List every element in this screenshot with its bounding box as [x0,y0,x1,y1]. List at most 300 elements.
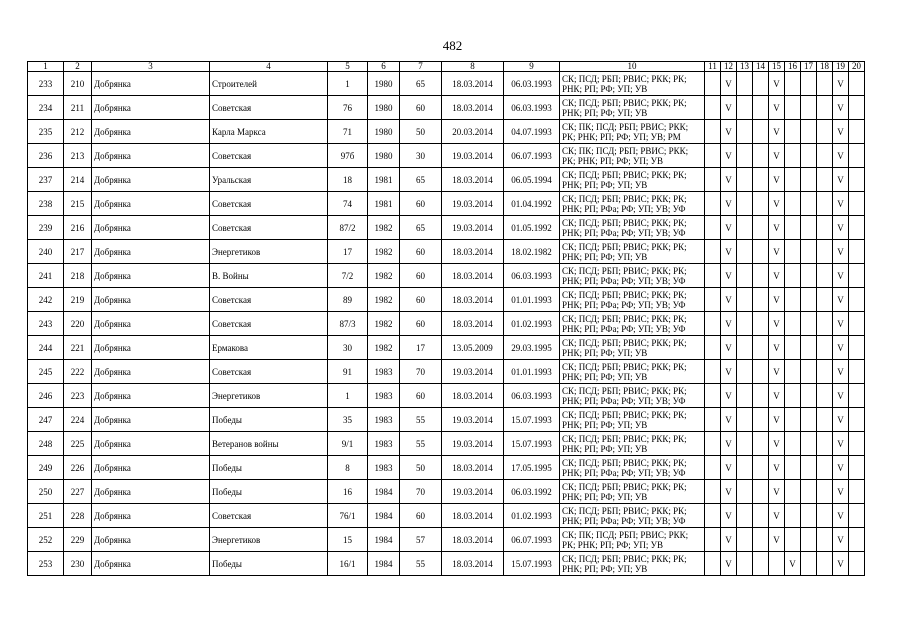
percent-cell: 50 [400,456,442,480]
row-number: 246 [28,384,64,408]
sub-number: 212 [64,120,92,144]
date-privatization-cell: 01.01.1993 [504,360,560,384]
mark-cell-col16 [785,360,801,384]
row-number: 235 [28,120,64,144]
mark-cell-col14 [753,312,769,336]
city-cell: Добрянка [92,144,210,168]
codes-cell: СК; ПСД; РБП; РВИС; РКК; РК; РНК; РП; РФа; РФ; УП; УВ; УФ [560,288,705,312]
year-cell: 1980 [368,144,400,168]
mark-cell-col13 [737,360,753,384]
mark-cell-col14 [753,360,769,384]
codes-cell: СК; ПСД; РБП; РВИС; РКК; РК; РНК; РП; РФа; РФ; УП; УВ; УФ [560,216,705,240]
sub-number: 230 [64,552,92,576]
table-row [28,288,865,312]
mark-cell-col19: V [833,72,849,96]
codes-cell: СК; ПСД; РБП; РВИС; РКК; РК; РНК; РП; РФ; УП; УВ [560,432,705,456]
mark-cell-col12: V [721,96,737,120]
mark-cell-col14 [753,432,769,456]
row-number: 239 [28,216,64,240]
table-header [28,62,865,72]
sub-number: 228 [64,504,92,528]
mark-cell-col15: V [769,336,785,360]
column-header-20: 20 [849,62,865,72]
mark-cell-col15: V [769,384,785,408]
column-header-7: 7 [400,62,442,72]
mark-cell-col16 [785,264,801,288]
street-cell: Советская [210,312,328,336]
year-cell: 1982 [368,240,400,264]
date-privatization-cell: 06.03.1993 [504,72,560,96]
date-survey-cell: 13.05.2009 [442,336,504,360]
mark-cell-col12: V [721,456,737,480]
mark-cell-col15: V [769,480,785,504]
mark-cell-col12: V [721,72,737,96]
mark-cell-col12: V [721,240,737,264]
mark-cell-col11 [705,192,721,216]
mark-cell-col16 [785,384,801,408]
city-cell: Добрянка [92,408,210,432]
row-number: 250 [28,480,64,504]
mark-cell-col11 [705,384,721,408]
mark-cell-col13 [737,456,753,480]
mark-cell-col14 [753,144,769,168]
table-row [28,528,865,552]
column-header-17: 17 [801,62,817,72]
street-cell: Советская [210,144,328,168]
date-survey-cell: 19.03.2014 [442,192,504,216]
mark-cell-col13 [737,96,753,120]
city-cell: Добрянка [92,480,210,504]
mark-cell-col20 [849,480,865,504]
sub-number: 220 [64,312,92,336]
year-cell: 1983 [368,408,400,432]
house-cell: 87/2 [328,216,368,240]
row-number: 249 [28,456,64,480]
row-number: 253 [28,552,64,576]
column-header-12: 12 [721,62,737,72]
row-number: 243 [28,312,64,336]
mark-cell-col15: V [769,240,785,264]
street-cell: Советская [210,288,328,312]
mark-cell-col17 [801,432,817,456]
percent-cell: 60 [400,288,442,312]
mark-cell-col20 [849,408,865,432]
mark-cell-col18 [817,528,833,552]
house-cell: 15 [328,528,368,552]
column-header-4: 4 [210,62,328,72]
date-survey-cell: 18.03.2014 [442,264,504,288]
mark-cell-col11 [705,456,721,480]
year-cell: 1983 [368,360,400,384]
percent-cell: 30 [400,144,442,168]
date-survey-cell: 19.03.2014 [442,360,504,384]
percent-cell: 65 [400,168,442,192]
street-cell: Уральская [210,168,328,192]
codes-cell: СК; ПСД; РБП; РВИС; РКК; РК; РНК; РП; РФ; УП; УВ [560,408,705,432]
codes-cell: СК; ПК; ПСД; РБП; РВИС; РКК; РК; РНК; РП; РФ; УП; УВ; РМ [560,120,705,144]
mark-cell-col12: V [721,144,737,168]
mark-cell-col17 [801,240,817,264]
mark-cell-col11 [705,96,721,120]
mark-cell-col16 [785,432,801,456]
column-header-18: 18 [817,62,833,72]
percent-cell: 55 [400,432,442,456]
mark-cell-col19: V [833,528,849,552]
table-row [28,72,865,96]
house-cell: 17 [328,240,368,264]
mark-cell-col18 [817,144,833,168]
house-cell: 16 [328,480,368,504]
table-row [28,144,865,168]
year-cell: 1983 [368,432,400,456]
street-cell: Победы [210,456,328,480]
mark-cell-col18 [817,384,833,408]
year-cell: 1980 [368,96,400,120]
mark-cell-col17 [801,168,817,192]
mark-cell-col14 [753,528,769,552]
mark-cell-col15: V [769,264,785,288]
percent-cell: 60 [400,96,442,120]
mark-cell-col15: V [769,528,785,552]
street-cell: Карла Маркса [210,120,328,144]
date-privatization-cell: 01.02.1993 [504,504,560,528]
street-cell: Советская [210,360,328,384]
date-survey-cell: 20.03.2014 [442,120,504,144]
mark-cell-col12: V [721,384,737,408]
date-survey-cell: 18.03.2014 [442,288,504,312]
date-privatization-cell: 04.07.1993 [504,120,560,144]
mark-cell-col12: V [721,264,737,288]
mark-cell-col19: V [833,120,849,144]
mark-cell-col18 [817,408,833,432]
mark-cell-col13 [737,216,753,240]
sub-number: 210 [64,72,92,96]
house-cell: 87/3 [328,312,368,336]
date-privatization-cell: 15.07.1993 [504,432,560,456]
mark-cell-col11 [705,216,721,240]
mark-cell-col14 [753,408,769,432]
mark-cell-col12: V [721,528,737,552]
mark-cell-col18 [817,96,833,120]
city-cell: Добрянка [92,336,210,360]
date-privatization-cell: 01.05.1992 [504,216,560,240]
mark-cell-col15: V [769,192,785,216]
percent-cell: 60 [400,504,442,528]
date-privatization-cell: 01.01.1993 [504,288,560,312]
row-number: 245 [28,360,64,384]
mark-cell-col13 [737,312,753,336]
house-cell: 35 [328,408,368,432]
date-privatization-cell: 06.07.1993 [504,144,560,168]
date-survey-cell: 19.03.2014 [442,216,504,240]
year-cell: 1983 [368,456,400,480]
house-cell: 97б [328,144,368,168]
mark-cell-col16 [785,336,801,360]
table-row [28,480,865,504]
mark-cell-col18 [817,72,833,96]
house-cell: 7/2 [328,264,368,288]
row-number: 247 [28,408,64,432]
mark-cell-col16 [785,144,801,168]
codes-cell: СК; ПК; ПСД; РБП; РВИС; РКК; РК; РНК; РП; РФ; УП; УВ [560,528,705,552]
sub-number: 229 [64,528,92,552]
column-header-6: 6 [368,62,400,72]
mark-cell-col11 [705,432,721,456]
mark-cell-col17 [801,144,817,168]
street-cell: Строителей [210,72,328,96]
mark-cell-col11 [705,120,721,144]
mark-cell-col19: V [833,144,849,168]
row-number: 242 [28,288,64,312]
mark-cell-col11 [705,480,721,504]
mark-cell-col12: V [721,432,737,456]
street-cell: Победы [210,408,328,432]
mark-cell-col13 [737,384,753,408]
mark-cell-col15 [769,552,785,576]
codes-cell: СК; ПК; ПСД; РБП; РВИС; РКК; РК; РНК; РП; РФ; УП; УВ [560,144,705,168]
codes-cell: СК; ПСД; РБП; РВИС; РКК; РК; РНК; РП; РФ; УП; УВ [560,168,705,192]
percent-cell: 60 [400,312,442,336]
mark-cell-col18 [817,456,833,480]
mark-cell-col14 [753,168,769,192]
mark-cell-col19: V [833,312,849,336]
date-privatization-cell: 06.07.1993 [504,528,560,552]
mark-cell-col14 [753,264,769,288]
city-cell: Добрянка [92,240,210,264]
mark-cell-col17 [801,336,817,360]
table-row [28,408,865,432]
percent-cell: 57 [400,528,442,552]
mark-cell-col19: V [833,192,849,216]
city-cell: Добрянка [92,192,210,216]
city-cell: Добрянка [92,528,210,552]
codes-cell: СК; ПСД; РБП; РВИС; РКК; РК; РНК; РП; РФа; РФ; УП; УВ; УФ [560,504,705,528]
mark-cell-col12: V [721,216,737,240]
mark-cell-col20 [849,120,865,144]
mark-cell-col20 [849,168,865,192]
mark-cell-col19: V [833,360,849,384]
mark-cell-col12: V [721,168,737,192]
mark-cell-col15: V [769,168,785,192]
date-survey-cell: 19.03.2014 [442,432,504,456]
table-row [28,312,865,336]
mark-cell-col11 [705,168,721,192]
sub-number: 219 [64,288,92,312]
table-row [28,120,865,144]
table-body [28,72,865,576]
date-survey-cell: 18.03.2014 [442,312,504,336]
date-survey-cell: 19.03.2014 [442,408,504,432]
date-survey-cell: 18.03.2014 [442,72,504,96]
table-row [28,432,865,456]
mark-cell-col14 [753,552,769,576]
mark-cell-col13 [737,432,753,456]
mark-cell-col19: V [833,456,849,480]
mark-cell-col16 [785,168,801,192]
sub-number: 211 [64,96,92,120]
mark-cell-col20 [849,264,865,288]
table-row [28,456,865,480]
table-row [28,552,865,576]
mark-cell-col13 [737,504,753,528]
codes-cell: СК; ПСД; РБП; РВИС; РКК; РК; РНК; РП; РФ; УП; УВ [560,480,705,504]
mark-cell-col14 [753,504,769,528]
mark-cell-col19: V [833,288,849,312]
mark-cell-col13 [737,168,753,192]
sub-number: 224 [64,408,92,432]
table-row [28,216,865,240]
mark-cell-col15: V [769,360,785,384]
mark-cell-col18 [817,552,833,576]
percent-cell: 60 [400,264,442,288]
row-number: 241 [28,264,64,288]
mark-cell-col15: V [769,96,785,120]
mark-cell-col19: V [833,264,849,288]
date-privatization-cell: 01.04.1992 [504,192,560,216]
mark-cell-col16 [785,72,801,96]
percent-cell: 60 [400,240,442,264]
mark-cell-col12: V [721,120,737,144]
house-cell: 1 [328,384,368,408]
mark-cell-col19: V [833,480,849,504]
mark-cell-col15: V [769,456,785,480]
mark-cell-col20 [849,192,865,216]
mark-cell-col11 [705,504,721,528]
column-header-13: 13 [737,62,753,72]
date-privatization-cell: 06.03.1992 [504,480,560,504]
percent-cell: 70 [400,360,442,384]
mark-cell-col18 [817,432,833,456]
codes-cell: СК; ПСД; РБП; РВИС; РКК; РК; РНК; РП; РФа; РФ; УП; УВ; УФ [560,264,705,288]
mark-cell-col20 [849,528,865,552]
mark-cell-col18 [817,336,833,360]
mark-cell-col18 [817,288,833,312]
mark-cell-col12: V [721,408,737,432]
mark-cell-col17 [801,96,817,120]
date-privatization-cell: 15.07.1993 [504,408,560,432]
city-cell: Добрянка [92,72,210,96]
column-header-9: 9 [504,62,560,72]
percent-cell: 65 [400,216,442,240]
mark-cell-col15: V [769,216,785,240]
mark-cell-col17 [801,120,817,144]
percent-cell: 60 [400,384,442,408]
year-cell: 1983 [368,384,400,408]
street-cell: Ермакова [210,336,328,360]
mark-cell-col20 [849,312,865,336]
year-cell: 1982 [368,216,400,240]
table-row [28,240,865,264]
mark-cell-col19: V [833,552,849,576]
mark-cell-col19: V [833,240,849,264]
row-number: 238 [28,192,64,216]
date-survey-cell: 18.03.2014 [442,528,504,552]
mark-cell-col19: V [833,168,849,192]
mark-cell-col18 [817,504,833,528]
mark-cell-col15: V [769,432,785,456]
mark-cell-col18 [817,240,833,264]
row-number: 233 [28,72,64,96]
mark-cell-col16 [785,288,801,312]
mark-cell-col14 [753,384,769,408]
mark-cell-col14 [753,336,769,360]
street-cell: В. Войны [210,264,328,288]
mark-cell-col17 [801,552,817,576]
mark-cell-col16 [785,504,801,528]
mark-cell-col17 [801,312,817,336]
codes-cell: СК; ПСД; РБП; РВИС; РКК; РК; РНК; РП; РФа; РФ; УП; УВ; УФ [560,192,705,216]
mark-cell-col20 [849,336,865,360]
percent-cell: 65 [400,72,442,96]
column-header-11: 11 [705,62,721,72]
mark-cell-col12: V [721,480,737,504]
date-privatization-cell: 17.05.1995 [504,456,560,480]
mark-cell-col12: V [721,312,737,336]
sub-number: 213 [64,144,92,168]
year-cell: 1984 [368,504,400,528]
mark-cell-col19: V [833,408,849,432]
date-privatization-cell: 15.07.1993 [504,552,560,576]
column-header-3: 3 [92,62,210,72]
mark-cell-col17 [801,72,817,96]
mark-cell-col20 [849,216,865,240]
sub-number: 217 [64,240,92,264]
year-cell: 1982 [368,312,400,336]
mark-cell-col14 [753,480,769,504]
year-cell: 1984 [368,480,400,504]
percent-cell: 55 [400,408,442,432]
mark-cell-col13 [737,72,753,96]
city-cell: Добрянка [92,96,210,120]
mark-cell-col16 [785,528,801,552]
mark-cell-col11 [705,312,721,336]
date-privatization-cell: 06.03.1993 [504,96,560,120]
mark-cell-col18 [817,168,833,192]
house-cell: 30 [328,336,368,360]
city-cell: Добрянка [92,312,210,336]
mark-cell-col20 [849,96,865,120]
mark-cell-col13 [737,144,753,168]
street-cell: Ветеранов войны [210,432,328,456]
sub-number: 227 [64,480,92,504]
city-cell: Добрянка [92,384,210,408]
row-number: 244 [28,336,64,360]
city-cell: Добрянка [92,552,210,576]
date-survey-cell: 18.03.2014 [442,168,504,192]
house-cell: 8 [328,456,368,480]
date-survey-cell: 18.03.2014 [442,96,504,120]
date-survey-cell: 19.03.2014 [442,144,504,168]
house-cell: 16/1 [328,552,368,576]
mark-cell-col20 [849,552,865,576]
mark-cell-col15: V [769,504,785,528]
mark-cell-col18 [817,312,833,336]
mark-cell-col17 [801,288,817,312]
mark-cell-col12: V [721,336,737,360]
percent-cell: 17 [400,336,442,360]
street-cell: Советская [210,96,328,120]
codes-cell: СК; ПСД; РБП; РВИС; РКК; РК; РНК; РП; РФ; УП; УВ [560,96,705,120]
mark-cell-col20 [849,240,865,264]
mark-cell-col15: V [769,288,785,312]
mark-cell-col16 [785,456,801,480]
row-number: 251 [28,504,64,528]
street-cell: Советская [210,216,328,240]
street-cell: Энергетиков [210,384,328,408]
mark-cell-col12: V [721,360,737,384]
mark-cell-col14 [753,240,769,264]
mark-cell-col15: V [769,120,785,144]
